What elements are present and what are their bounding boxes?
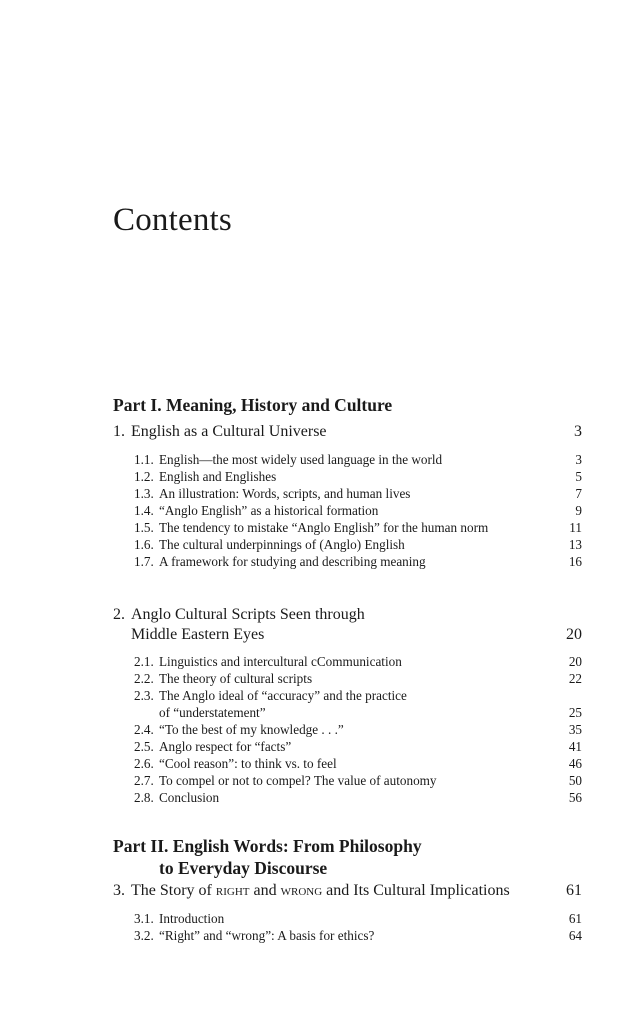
section-number: 2.6.	[134, 756, 154, 771]
section-number: 3.1.	[134, 911, 154, 926]
section-title: Introduction	[159, 911, 225, 926]
chapter-title-text: English as a Cultural Universe	[131, 423, 327, 440]
page-number: 61	[566, 882, 582, 899]
page-number: 16	[568, 554, 582, 569]
toc-section-1-7[interactable]	[134, 554, 582, 570]
toc-section-2-8[interactable]	[134, 790, 582, 806]
section-title: To compel or not to compel? The value of autonomy	[159, 773, 437, 788]
page-number: 9	[575, 503, 582, 518]
section-number: 1.1.	[134, 452, 154, 467]
section-title: Anglo respect for “facts”	[159, 739, 292, 754]
section-title: The theory of cultural scripts	[159, 671, 313, 686]
chapter-title-mid: and	[253, 882, 277, 899]
section-number: 2.2.	[134, 671, 154, 686]
section-title: “Right” and “wrong”: A basis for ethics?	[159, 928, 375, 943]
section-number: 2.3.	[134, 688, 154, 703]
page-number: 50	[568, 773, 582, 788]
toc-section-1-5[interactable]	[134, 520, 582, 536]
section-title: The tendency to mistake “Anglo English” for the human norm	[159, 520, 489, 535]
toc-section-3-1[interactable]	[134, 911, 582, 927]
page-number: 64	[568, 928, 582, 943]
page-number: 20	[566, 626, 582, 643]
page-number: 46	[568, 756, 582, 771]
section-title: An illustration: Words, scripts, and human lives	[159, 486, 411, 501]
chapter-title-line-2: Middle Eastern Eyes	[131, 626, 265, 643]
section-number: 3.2.	[134, 928, 154, 943]
section-number: 1.2.	[134, 469, 154, 484]
toc-section-1-2[interactable]	[134, 469, 582, 485]
toc-chapter-1[interactable]	[113, 423, 582, 441]
page-number: 41	[568, 739, 582, 754]
section-title: The cultural underpinnings of (Anglo) English	[159, 537, 405, 552]
section-title: Conclusion	[159, 790, 220, 805]
page-number: 56	[568, 790, 582, 805]
section-title-cont: of “understatement”	[159, 705, 266, 720]
page-number: 20	[568, 654, 582, 669]
section-number: 1.4.	[134, 503, 154, 518]
toc-chapter-2-cont[interactable]	[113, 626, 582, 644]
page-number: 11	[569, 520, 582, 535]
section-number: 2.1.	[134, 654, 154, 669]
page-number: 22	[568, 671, 582, 686]
chapter-title-post: and Its Cultural Implications	[326, 882, 510, 899]
page-title: Contents	[113, 202, 232, 238]
chapter-title-wrong: wrong	[280, 882, 323, 899]
section-number: 1.6.	[134, 537, 154, 552]
toc-section-1-4[interactable]	[134, 503, 582, 519]
page-number: 5	[575, 469, 582, 484]
section-number: 1.3.	[134, 486, 154, 501]
chapter-title-right: right	[215, 882, 250, 899]
part-1-heading: Part I. Meaning, History and Culture	[113, 395, 393, 415]
chapter-number: 2.	[113, 606, 125, 623]
page-number: 61	[568, 911, 582, 926]
page-number: 13	[568, 537, 582, 552]
chapter-title	[113, 423, 327, 441]
chapter-number: 3.	[113, 882, 125, 899]
toc-section-3-2[interactable]	[134, 928, 582, 944]
toc-section-2-6[interactable]	[134, 756, 582, 772]
page-number: 3	[574, 423, 582, 440]
section-title: “Anglo English” as a historical formation	[159, 503, 379, 518]
section-title: “To the best of my knowledge . . .”	[159, 722, 344, 737]
section-number: 2.7.	[134, 773, 154, 788]
page-number: 7	[575, 486, 582, 501]
toc-section-2-4[interactable]	[134, 722, 582, 738]
section-title: The Anglo ideal of “accuracy” and the practice	[159, 688, 407, 703]
chapter-title-line-1: Anglo Cultural Scripts Seen through	[131, 606, 365, 623]
toc-section-2-7[interactable]	[134, 773, 582, 789]
toc-chapter-2[interactable]	[113, 606, 582, 624]
page-number: 3	[575, 452, 582, 467]
part-2-heading-line-1: Part II. English Words: From Philosophy	[113, 836, 422, 856]
section-title: Linguistics and intercultural cCommunication	[159, 654, 402, 669]
toc-section-1-6[interactable]	[134, 537, 582, 553]
section-number: 1.7.	[134, 554, 154, 569]
toc-section-2-3-cont[interactable]	[134, 705, 582, 721]
page-number: 35	[568, 722, 582, 737]
section-number: 2.8.	[134, 790, 154, 805]
part-2-heading-line-2: to Everyday Discourse	[159, 858, 328, 878]
chapter-title-pre: The Story of	[131, 882, 212, 899]
toc-section-2-2[interactable]	[134, 671, 582, 687]
toc-section-1-1[interactable]	[134, 452, 582, 468]
part-2-heading	[113, 835, 422, 879]
toc-section-2-3[interactable]	[134, 688, 582, 704]
toc-section-2-1[interactable]	[134, 654, 582, 670]
chapter-number: 1.	[113, 423, 125, 440]
chapter-title	[113, 882, 510, 900]
section-number: 2.4.	[134, 722, 154, 737]
toc-section-1-3[interactable]	[134, 486, 582, 502]
toc-chapter-3[interactable]	[113, 882, 582, 900]
section-title: English—the most widely used language in the world	[159, 452, 443, 467]
section-title: English and Englishes	[159, 469, 277, 484]
section-number: 2.5.	[134, 739, 154, 754]
section-title: “Cool reason”: to think vs. to feel	[159, 756, 337, 771]
toc-section-2-5[interactable]	[134, 739, 582, 755]
page-number: 25	[568, 705, 582, 720]
chapter-title	[113, 606, 365, 624]
section-title: A framework for studying and describing meaning	[159, 554, 426, 569]
section-number: 1.5.	[134, 520, 154, 535]
